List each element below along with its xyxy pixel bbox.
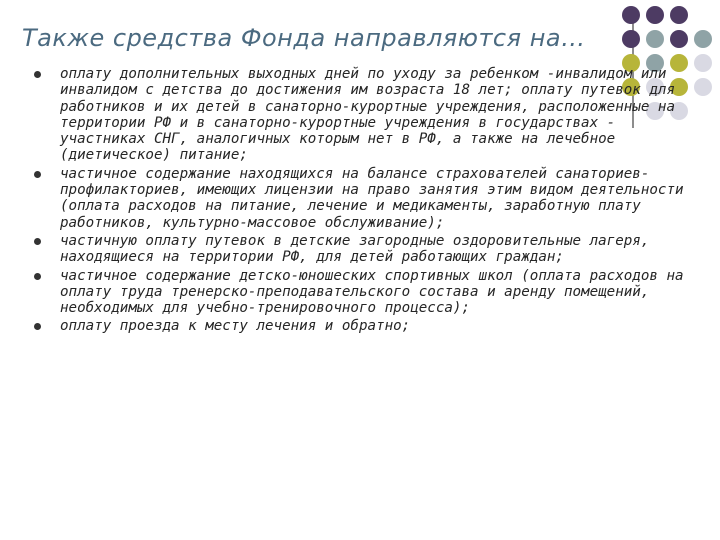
decorative-dot	[670, 6, 688, 24]
list-item-text: оплату дополнительных выходных дней по уходу за ребенком -инвалидом или инвалидом с детства до достижения им возраста 18 лет; оплату путевок для работников и их детей в санаторно-курортные учреждения, расположенные на территории РФ и в санаторно-курортные учреждения в государствах - участниках СНГ, аналогичных которым нет в РФ, а также на лечебное (диетическое) питание;	[60, 66, 675, 164]
bullet-icon	[34, 171, 41, 178]
bullet-icon	[34, 323, 41, 330]
decorative-dot	[694, 78, 712, 96]
list-item	[34, 268, 694, 317]
list-item-text: частичное содержание детско-юношеских спортивных школ (оплата расходов на оплату труда тренерско-преподавательского состава и аренду помещений, необходимых для учебно-тренировочного процесса);	[60, 267, 684, 317]
decorative-dot	[622, 6, 640, 24]
bullet-icon	[34, 273, 41, 280]
decorative-dot	[694, 54, 712, 72]
bullet-list	[34, 66, 694, 337]
slide-title: Также средства Фонда направляются на…	[22, 24, 586, 52]
list-item	[34, 318, 694, 334]
decorative-dot	[646, 6, 664, 24]
list-item	[34, 166, 694, 231]
bullet-icon	[34, 71, 41, 78]
bullet-icon	[34, 238, 41, 245]
decorative-dot	[670, 30, 688, 48]
list-item-text: частичное содержание находящихся на балансе страхователей санаториев-профилакториев, имеющих лицензии на право занятия этим видом деятельности (оплата расходов на питание, лечение и медикаменты, заработную плату работников, культурно-массовое обслуживание);	[60, 165, 684, 231]
list-item-text: оплату проезда к месту лечения и обратно;	[60, 318, 411, 335]
list-item	[34, 66, 694, 164]
list-item	[34, 233, 694, 266]
decorative-dot	[694, 30, 712, 48]
list-item-text: частичную оплату путевок в детские загородные оздоровительные лагеря, находящиеся на территории РФ, для детей работающих граждан;	[60, 232, 650, 266]
decorative-dot	[622, 30, 640, 48]
decorative-dot	[646, 30, 664, 48]
